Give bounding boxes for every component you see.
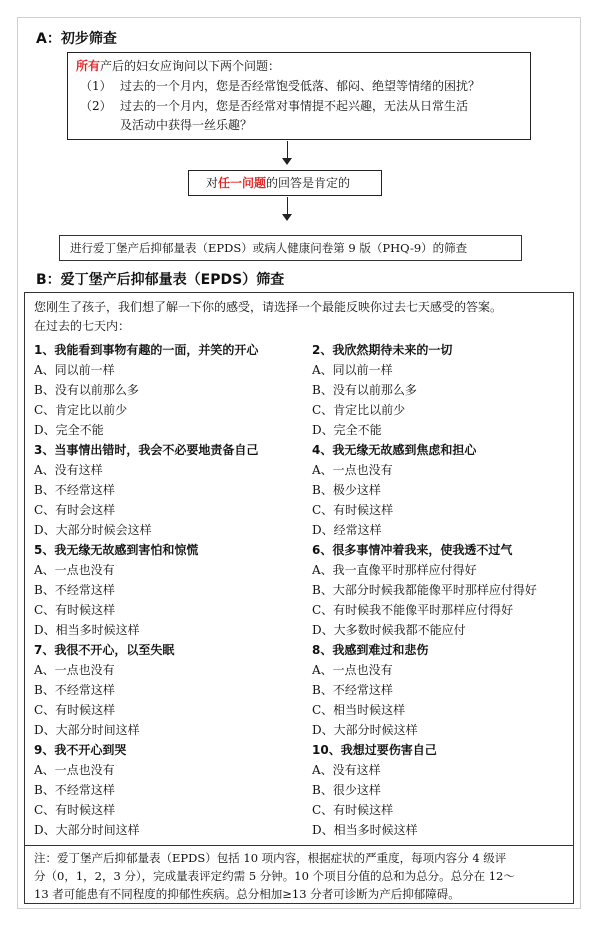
option-c[interactable]: C、有时会这样 bbox=[34, 503, 116, 517]
question-title: 7、我很不开心，以至失眠 bbox=[34, 643, 175, 657]
question-title: 3、当事情出错时，我会不必要地责备自己 bbox=[34, 443, 259, 457]
option-b[interactable]: B、不经常这样 bbox=[34, 483, 115, 497]
positive-highlight: 任一问题 bbox=[218, 176, 267, 190]
option-b[interactable]: B、不经常这样 bbox=[34, 683, 115, 697]
question-title: 8、我感到难过和悲伤 bbox=[312, 643, 429, 657]
option-d[interactable]: D、相当多时候这样 bbox=[34, 623, 140, 637]
option-b[interactable]: B、很少这样 bbox=[312, 783, 381, 797]
option-d[interactable]: D、完全不能 bbox=[312, 423, 382, 437]
option-a[interactable]: A、一点也没有 bbox=[34, 563, 115, 577]
option-c[interactable]: C、有时候这样 bbox=[34, 603, 116, 617]
option-d[interactable]: D、大部分时候会这样 bbox=[34, 523, 152, 537]
option-a[interactable]: A、我一直像平时那样应付得好 bbox=[312, 563, 477, 577]
option-c[interactable]: C、有时候我不能像平时那样应付得好 bbox=[312, 603, 514, 617]
question-2-number: （2） bbox=[80, 99, 112, 113]
epds-intro-line1: 您刚生了孩子，我们想了解一下你的感受，请选择一个最能反映你过去七天感受的答案。 bbox=[34, 300, 503, 314]
question-title: 4、我无缘无故感到焦虑和担心 bbox=[312, 443, 477, 457]
option-c[interactable]: C、有时候这样 bbox=[34, 803, 116, 817]
option-d[interactable]: D、大部分时候这样 bbox=[312, 723, 418, 737]
option-b[interactable]: B、不经常这样 bbox=[34, 583, 115, 597]
question-title: 9、我不开心到哭 bbox=[34, 743, 127, 757]
positive-answer-text bbox=[206, 175, 350, 192]
option-c[interactable]: C、有时候这样 bbox=[312, 503, 394, 517]
option-d[interactable]: D、完全不能 bbox=[34, 423, 104, 437]
option-d[interactable]: D、大多数时候我都不能应付 bbox=[312, 623, 466, 637]
option-c[interactable]: C、有时候这样 bbox=[312, 803, 394, 817]
option-c[interactable]: C、肯定比以前少 bbox=[34, 403, 128, 417]
note-line3: 13 者可能患有不同程度的抑郁性疾病。总分相加≥13 分者可诊断为产后抑郁障碍。 bbox=[34, 887, 460, 901]
option-d[interactable]: D、大部分时间这样 bbox=[34, 823, 140, 837]
screening-text: 进行爱丁堡产后抑郁量表（EPDS）或病人健康问卷第 9 版（PHQ-9）的筛查 bbox=[70, 241, 468, 255]
arrow-down-icon bbox=[282, 158, 292, 165]
question-1-text: 过去的一个月内，您是否经常饱受低落、郁闷、绝望等情绪的困扰？ bbox=[120, 79, 481, 93]
option-a[interactable]: A、一点也没有 bbox=[312, 663, 393, 677]
option-a[interactable]: A、没有这样 bbox=[312, 763, 381, 777]
note-line1: 注：爱丁堡产后抑郁量表（EPDS）包括 10 项内容，根据症状的严重度，每项内容分 4 级评 bbox=[34, 851, 507, 865]
arrow-down-icon bbox=[282, 214, 292, 221]
initial-intro bbox=[76, 58, 280, 75]
positive-post: 的回答是肯定的 bbox=[266, 176, 351, 190]
question-title: 1、我能看到事物有趣的一面，并笑的开心 bbox=[34, 343, 259, 357]
section-a-heading: A：初步筛查 bbox=[36, 31, 117, 47]
option-a[interactable]: A、同以前一样 bbox=[34, 363, 115, 377]
option-a[interactable]: A、没有这样 bbox=[34, 463, 103, 477]
intro-highlight: 所有 bbox=[76, 59, 101, 73]
question-2-text-line2: 及活动中获得一丝乐趣？ bbox=[120, 118, 253, 132]
option-d[interactable]: D、经常这样 bbox=[312, 523, 382, 537]
option-c[interactable]: C、肯定比以前少 bbox=[312, 403, 406, 417]
option-a[interactable]: A、一点也没有 bbox=[34, 763, 115, 777]
option-b[interactable]: B、极少这样 bbox=[312, 483, 381, 497]
option-b[interactable]: B、不经常这样 bbox=[312, 683, 393, 697]
option-b[interactable]: B、大部分时候我都能像平时那样应付得好 bbox=[312, 583, 537, 597]
option-b[interactable]: B、不经常这样 bbox=[34, 783, 115, 797]
option-d[interactable]: D、相当多时候这样 bbox=[312, 823, 418, 837]
option-c[interactable]: C、有时候这样 bbox=[34, 703, 116, 717]
question-1-number: （1） bbox=[80, 79, 112, 93]
intro-rest: 产后的妇女应询问以下两个问题： bbox=[100, 59, 281, 73]
option-c[interactable]: C、相当时候这样 bbox=[312, 703, 406, 717]
question-2-text-line1: 过去的一个月内，您是否经常对事情提不起兴趣，无法从日常生活 bbox=[120, 99, 469, 113]
section-b-heading: B：爱丁堡产后抑郁量表（EPDS）筛查 bbox=[36, 272, 285, 288]
option-a[interactable]: A、一点也没有 bbox=[34, 663, 115, 677]
question-title: 10、我想过要伤害自己 bbox=[312, 743, 437, 757]
option-b[interactable]: B、没有以前那么多 bbox=[312, 383, 417, 397]
question-title: 6、很多事情冲着我来，使我透不过气 bbox=[312, 543, 513, 557]
positive-pre: 对 bbox=[206, 176, 219, 190]
note-line2: 分（0，1，2，3 分），完成量表评定约需 5 分钟。10 个项目分值的总和为总分。总分在 12～ bbox=[34, 869, 515, 883]
option-a[interactable]: A、同以前一样 bbox=[312, 363, 393, 377]
option-b[interactable]: B、没有以前那么多 bbox=[34, 383, 139, 397]
question-title: 5、我无缘无故感到害怕和惊慌 bbox=[34, 543, 199, 557]
question-title: 2、我欣然期待未来的一切 bbox=[312, 343, 453, 357]
epds-intro-line2: 在过去的七天内： bbox=[34, 319, 131, 333]
option-a[interactable]: A、一点也没有 bbox=[312, 463, 393, 477]
option-d[interactable]: D、大部分时间这样 bbox=[34, 723, 140, 737]
